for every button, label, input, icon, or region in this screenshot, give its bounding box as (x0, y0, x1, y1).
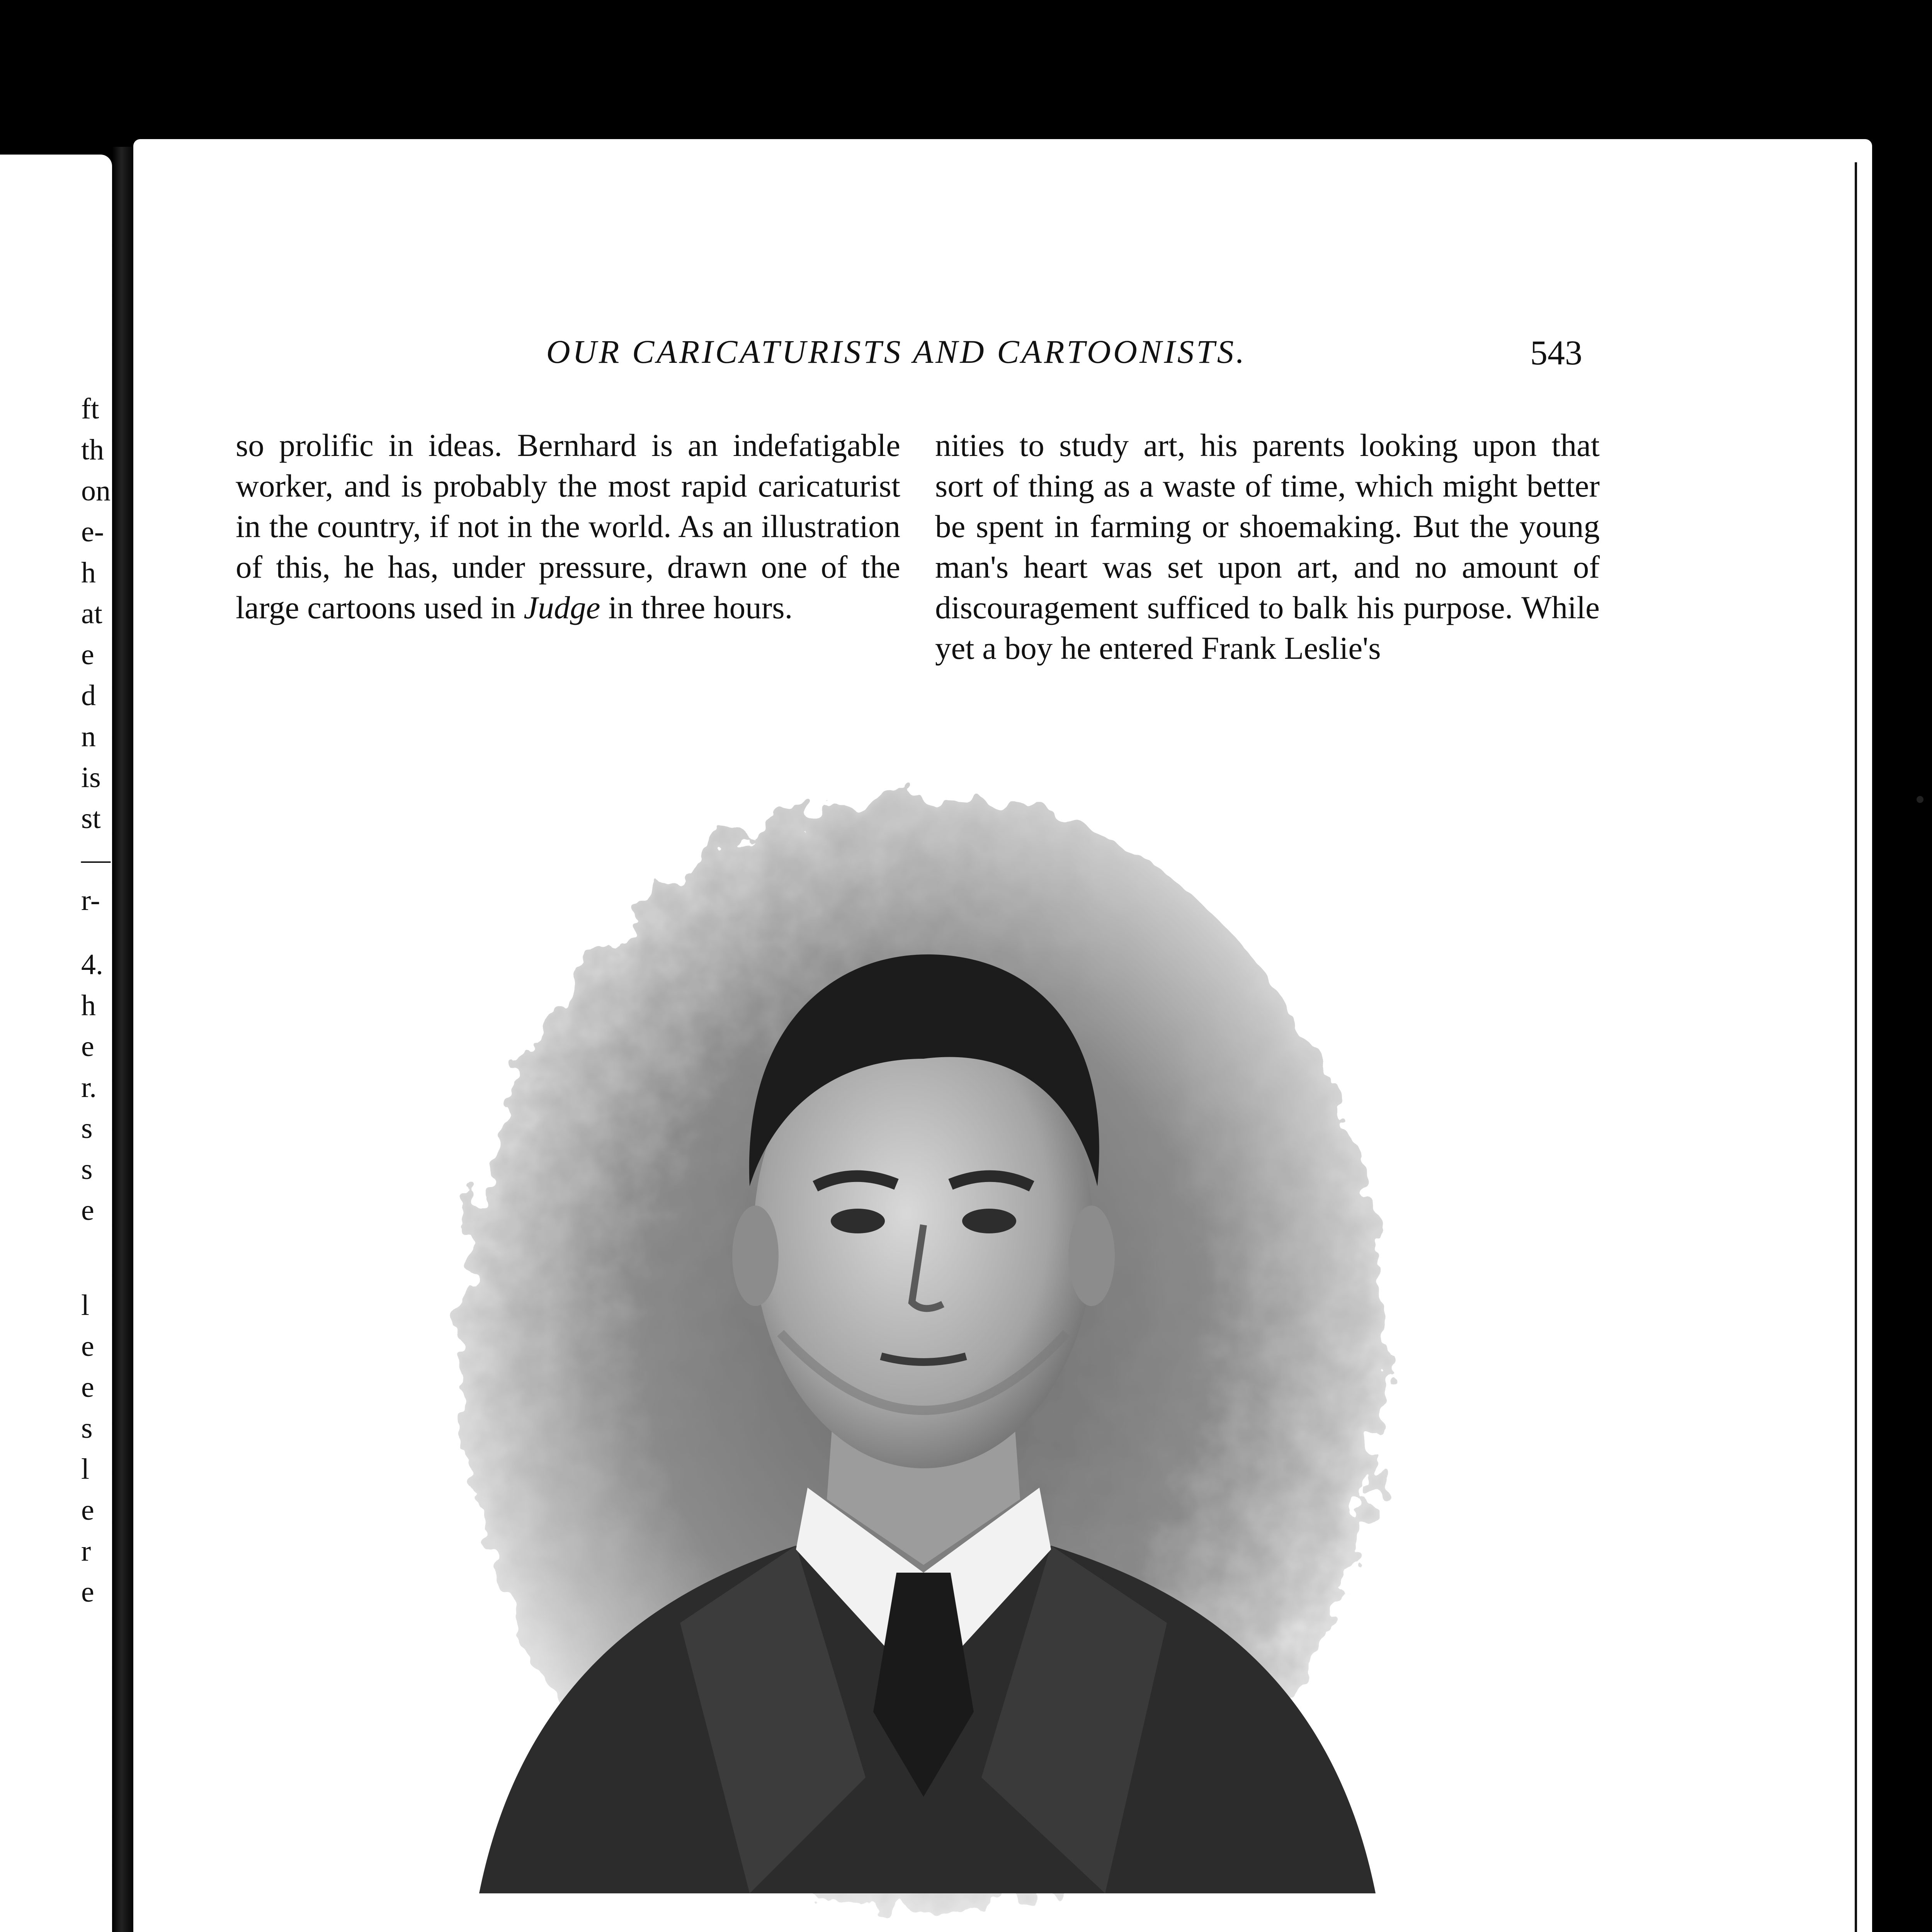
paragraph: nities to study art, his parents looking upon that sort of thing as a waste of time, which might better be spent in farming or shoemaking. But the young man's heart was set upon art, and no amount of discouragement sufficed to balk his purpose. While yet a boy he entered Frank Leslie's (935, 427, 1600, 666)
previous-page-fragment: ft (81, 393, 99, 425)
previous-page-fragment: h (81, 989, 96, 1022)
previous-page-fragment: e (81, 1371, 94, 1403)
previous-page-fragment: e (81, 638, 94, 671)
previous-page-fragment: h (81, 556, 96, 589)
text-run: so prolific in ideas. Bernhard is an indefatigable worker, and is probably the most rapid caricaturist in the country, if not in the world. As an illustration of this, he has, under pressure, drawn one of the large cartoons used in (236, 427, 900, 625)
publication-title: Judge (524, 590, 600, 625)
running-head: OUR CARICATURISTS AND CARTOONISTS. (546, 333, 1247, 370)
previous-page-fragment: at (81, 597, 102, 630)
column-top-left (236, 425, 900, 628)
portrait-photograph (410, 753, 1437, 1932)
previous-page-fragment: — (81, 843, 111, 876)
page-edge-line (1855, 162, 1857, 1932)
previous-page-fragment: is (81, 761, 101, 794)
previous-page-fragment: r (81, 1535, 91, 1567)
scan-speck (1917, 796, 1923, 803)
previous-page-fragment: e (81, 1576, 94, 1608)
book-spine-shadow (112, 147, 135, 1932)
previous-page-fragment: e (81, 1030, 94, 1063)
previous-page-fragment: d (81, 679, 96, 712)
previous-page-fragment: l (81, 1453, 90, 1485)
previous-page-fragment: s (81, 1153, 93, 1185)
previous-page-fragment: e (81, 1194, 94, 1226)
previous-page-fragment: e- (81, 515, 104, 548)
previous-page-fragment: st (81, 802, 101, 835)
previous-page-fragment: n (81, 720, 96, 753)
previous-page-fragment: 4. (81, 948, 103, 981)
previous-page-fragment: s (81, 1412, 93, 1444)
column-top-right (935, 425, 1600, 668)
paragraph (236, 425, 900, 628)
previous-page-fragment: th (81, 434, 104, 466)
previous-page-fragment: s (81, 1112, 93, 1145)
previous-page-fragment: e (81, 1330, 94, 1362)
text-run: in three hours. (608, 590, 793, 625)
previous-page-fragment: r. (81, 1071, 97, 1104)
previous-page-fragment: l (81, 1289, 90, 1321)
previous-page-fragment: e (81, 1494, 94, 1526)
previous-page-fragment: on (81, 474, 111, 507)
previous-page-fragment: r- (81, 884, 100, 917)
page-number: 543 (1530, 334, 1582, 372)
